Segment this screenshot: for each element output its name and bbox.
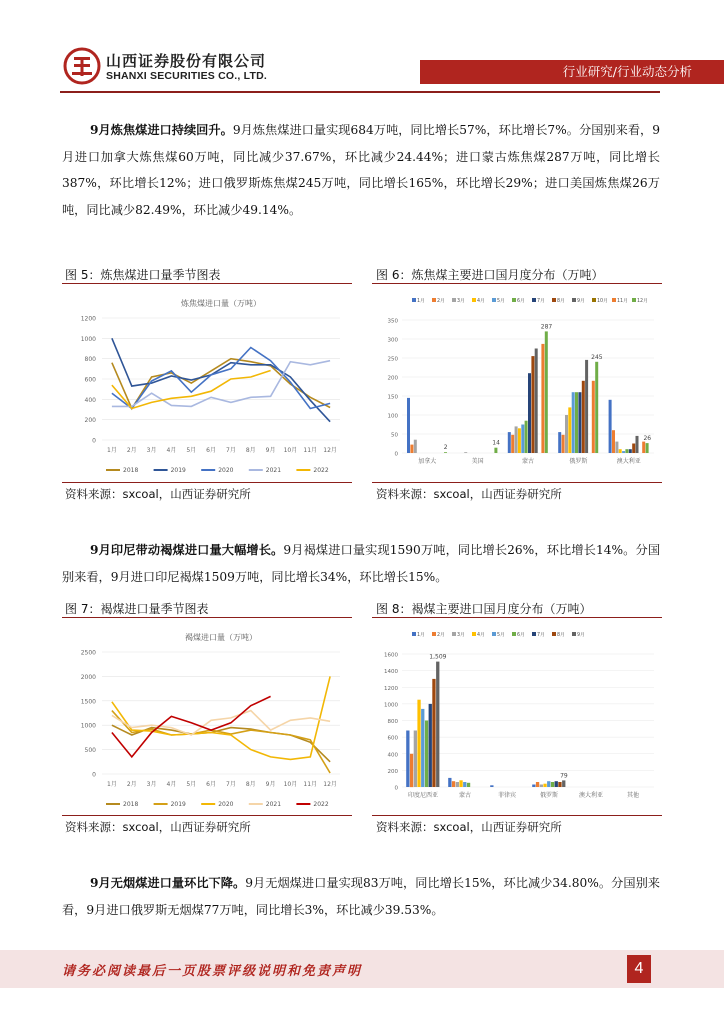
paragraph-lead: 9月印尼带动褐煤进口量大幅增长。 <box>90 543 284 557</box>
y-tick-label: 300 <box>387 337 398 344</box>
x-tick-label: 8月 <box>245 781 256 788</box>
legend-label-8月: 8月 <box>557 299 565 304</box>
legend-swatch-7月 <box>532 632 536 636</box>
data-label: 26 <box>643 435 652 443</box>
bar-11月 <box>642 442 645 453</box>
bar-7月 <box>578 392 581 453</box>
bar-2月 <box>410 754 413 787</box>
x-tick-label: 5月 <box>186 447 197 454</box>
bar-7月 <box>629 449 632 453</box>
x-tick-label: 其他 <box>626 792 640 799</box>
bar-12月 <box>444 452 447 453</box>
y-tick-label: 1000 <box>80 722 96 730</box>
chart-title: 褐煤进口量（万吨） <box>185 633 257 642</box>
legend-label-2018: 2018 <box>123 801 139 808</box>
x-tick-label: 俄罗斯 <box>539 792 559 799</box>
figure-8-title: 图 8：褐煤主要进口国月度分布（万吨） <box>376 602 592 616</box>
x-tick-label: 澳大利亚 <box>616 458 641 465</box>
bar-8月 <box>432 679 435 787</box>
legend-swatch-9月 <box>572 632 576 636</box>
figure-6-title: 图 6：炼焦煤主要进口国月度分布（万吨） <box>376 268 604 282</box>
y-tick-label: 400 <box>84 396 96 404</box>
bar-5月 <box>421 709 424 787</box>
legend-label-3月: 3月 <box>457 299 465 304</box>
legend-label-4月: 4月 <box>477 299 485 304</box>
footer-disclaimer: 请务必阅读最后一页股票评级说明和免责声明 <box>62 964 363 979</box>
legend-label-10月: 10月 <box>597 299 608 304</box>
y-tick-label: 0 <box>92 771 96 779</box>
legend-label-6月: 6月 <box>517 633 525 638</box>
y-tick-label: 400 <box>387 752 398 759</box>
figure-6-chart <box>372 290 662 480</box>
paragraph-coking-coal <box>62 117 660 223</box>
bar-12月 <box>494 448 497 453</box>
x-tick-label: 10月 <box>283 781 298 788</box>
bar-2月 <box>536 782 539 787</box>
bar-11月 <box>541 344 544 453</box>
bar-2月 <box>410 445 413 453</box>
y-tick-label: 250 <box>387 356 398 363</box>
figure-5-rule-bottom <box>62 482 352 483</box>
bar-4月 <box>568 407 571 453</box>
legend-label-12月: 12月 <box>637 299 648 304</box>
bar-7月 <box>555 781 558 787</box>
bar-2月 <box>511 435 514 453</box>
figure-5-source: 资料来源：sxcoal，山西证券研究所 <box>65 487 251 501</box>
bar-4月 <box>619 449 622 453</box>
y-tick-label: 600 <box>84 376 96 384</box>
bar-4月 <box>543 784 546 787</box>
figure-8-rule-top <box>372 617 662 618</box>
legend-label-4月: 4月 <box>477 633 485 638</box>
bar-1月 <box>508 432 511 453</box>
y-tick-label: 1600 <box>384 652 398 659</box>
legend-swatch-9月 <box>572 298 576 302</box>
legend-label-11月: 11月 <box>617 299 628 304</box>
bar-5月 <box>622 451 625 453</box>
x-tick-label: 1月 <box>107 447 117 454</box>
legend-label-3月: 3月 <box>457 633 465 638</box>
paragraph-lead: 9月无烟煤进口量环比下降。 <box>90 876 246 890</box>
legend-label-2021: 2021 <box>265 467 282 474</box>
bar-3月 <box>615 442 618 453</box>
legend-swatch-2月 <box>432 298 436 302</box>
figure-5-rule-top <box>62 283 352 284</box>
legend-label-2019: 2019 <box>170 801 186 808</box>
bar-3月 <box>464 452 467 453</box>
legend-swatch-4月 <box>472 298 476 302</box>
y-tick-label: 1400 <box>384 669 398 676</box>
x-tick-label: 11月 <box>303 447 318 454</box>
bar-1月 <box>558 432 561 453</box>
legend-swatch-8月 <box>552 298 556 302</box>
bar-5月 <box>521 425 524 454</box>
bar-9月 <box>636 436 639 453</box>
bar-3月 <box>565 415 568 453</box>
x-tick-label: 4月 <box>166 781 177 788</box>
y-tick-label: 0 <box>394 451 398 458</box>
y-tick-label: 200 <box>387 375 398 382</box>
section-tag: 行业研究/行业动态分析 <box>420 60 724 84</box>
y-tick-label: 50 <box>391 432 398 439</box>
y-tick-label: 600 <box>387 735 398 742</box>
legend-label-7月: 7月 <box>537 633 545 638</box>
x-tick-label: 蒙古 <box>458 792 472 799</box>
data-label: 245 <box>591 353 603 361</box>
bar-8月 <box>632 444 635 454</box>
bar-2月 <box>452 781 455 787</box>
legend-label-8月: 8月 <box>557 633 565 638</box>
bar-12月 <box>646 443 649 453</box>
legend-swatch-6月 <box>512 298 516 302</box>
legend-label-2月: 2月 <box>437 299 445 304</box>
legend-label-5月: 5月 <box>497 299 505 304</box>
y-tick-label: 2500 <box>80 649 96 657</box>
x-tick-label: 9月 <box>265 447 276 454</box>
bar-12月 <box>545 331 548 453</box>
x-tick-label: 美国 <box>471 458 484 465</box>
bar-5月 <box>572 392 575 453</box>
y-tick-label: 800 <box>84 356 96 364</box>
y-tick-label: 500 <box>84 747 96 755</box>
paragraph-body: 9月无烟煤进口量实现83万吨，同比增长15%，环比减少34.80%。分国别来看，9月进口俄罗斯无烟煤77万吨，同比增长3%，环比减少39.53%。 <box>62 876 660 917</box>
bar-3月 <box>414 731 417 788</box>
legend-swatch-11月 <box>612 298 616 302</box>
bar-1月 <box>490 785 493 787</box>
legend-label-5月: 5月 <box>497 633 505 638</box>
y-tick-label: 200 <box>387 768 398 775</box>
y-tick-label: 200 <box>84 417 96 425</box>
x-tick-label: 澳大利亚 <box>578 792 604 799</box>
y-tick-label: 350 <box>387 318 398 325</box>
figure-5-title: 图 5：炼焦煤进口量季节图表 <box>65 268 221 282</box>
x-tick-label: 4月 <box>166 447 177 454</box>
bar-9月 <box>585 360 588 453</box>
bar-1月 <box>532 785 535 788</box>
legend-label-2020: 2020 <box>218 467 234 474</box>
x-tick-label: 菲律宾 <box>497 792 517 799</box>
figure-7-source: 资料来源：sxcoal，山西证券研究所 <box>65 820 251 834</box>
bar-8月 <box>582 381 585 453</box>
y-tick-label: 1500 <box>80 698 96 706</box>
bar-2月 <box>562 435 565 453</box>
data-label: 1,509 <box>429 653 447 661</box>
legend-swatch-7月 <box>532 298 536 302</box>
bar-6月 <box>575 392 578 453</box>
bar-6月 <box>467 783 470 787</box>
figure-7-chart <box>62 624 352 814</box>
x-tick-label: 12月 <box>323 447 337 454</box>
bar-3月 <box>540 785 543 788</box>
legend-label-9月: 9月 <box>577 633 585 638</box>
bar-4月 <box>417 700 420 787</box>
legend-swatch-2月 <box>432 632 436 636</box>
bar-1月 <box>448 778 451 787</box>
figure-6-rule-bottom <box>372 482 662 483</box>
legend-swatch-3月 <box>452 298 456 302</box>
legend-swatch-6月 <box>512 632 516 636</box>
legend-label-7月: 7月 <box>537 299 545 304</box>
x-tick-label: 印度尼西亚 <box>407 792 439 799</box>
x-tick-label: 12月 <box>323 781 337 788</box>
bar-8月 <box>531 356 534 453</box>
bar-3月 <box>414 440 417 453</box>
bar-7月 <box>528 373 531 453</box>
bar-2月 <box>612 430 615 453</box>
legend-swatch-5月 <box>492 298 496 302</box>
x-tick-label: 10月 <box>283 447 298 454</box>
legend-label-2018: 2018 <box>123 467 139 474</box>
x-tick-label: 6月 <box>206 781 216 788</box>
x-tick-label: 8月 <box>245 447 256 454</box>
legend-label-2020: 2020 <box>218 801 234 808</box>
header-rule <box>60 91 660 93</box>
legend-label-1月: 1月 <box>417 633 425 638</box>
bar-6月 <box>425 721 428 788</box>
bar-11月 <box>592 381 595 453</box>
legend-swatch-3月 <box>452 632 456 636</box>
y-tick-label: 800 <box>387 719 398 725</box>
x-tick-label: 5月 <box>186 781 197 788</box>
bar-1月 <box>609 400 612 453</box>
legend-swatch-5月 <box>492 632 496 636</box>
legend-swatch-10月 <box>592 298 596 302</box>
x-tick-label: 7月 <box>226 447 236 454</box>
figure-8-chart <box>372 624 662 814</box>
bar-6月 <box>551 782 554 787</box>
paragraph-lead: 9月炼焦煤进口持续回升。 <box>90 123 233 137</box>
x-tick-label: 6月 <box>206 447 216 454</box>
company-name-en: SHANXI SECURITIES CO., LTD. <box>106 70 267 82</box>
bar-4月 <box>459 780 462 787</box>
x-tick-label: 2月 <box>126 781 137 788</box>
bar-8月 <box>558 782 561 787</box>
x-tick-label: 加拿大 <box>418 458 437 465</box>
y-tick-label: 1200 <box>80 315 96 323</box>
y-tick-label: 1000 <box>384 702 398 709</box>
x-tick-label: 9月 <box>265 781 276 788</box>
figure-6-source: 资料来源：sxcoal，山西证券研究所 <box>376 487 562 501</box>
x-tick-label: 3月 <box>146 781 157 788</box>
legend-label-2021: 2021 <box>265 801 282 808</box>
data-label: 2 <box>443 444 448 452</box>
chart-title: 炼焦煤进口量（万吨） <box>181 299 261 308</box>
y-tick-label: 0 <box>92 437 96 445</box>
figure-8-source: 资料来源：sxcoal，山西证券研究所 <box>376 820 562 834</box>
paragraph-body: 9月褐煤进口量实现1590万吨，同比增长26%，环比增长14%。分国别来看，9月进口印尼褐煤1509万吨，同比增长34%，环比增长15%。 <box>62 543 661 584</box>
legend-swatch-1月 <box>412 632 416 636</box>
x-tick-label: 蒙古 <box>521 458 535 465</box>
figure-8-rule-bottom <box>372 815 662 816</box>
y-tick-label: 100 <box>387 413 398 420</box>
bar-1月 <box>406 731 409 788</box>
series-line-2020 <box>112 676 330 759</box>
bar-5月 <box>463 782 466 787</box>
data-label: 14 <box>492 439 500 447</box>
y-tick-label: 1200 <box>384 685 398 692</box>
bar-3月 <box>456 782 459 787</box>
bar-12月 <box>595 362 598 453</box>
bar-9月 <box>436 662 439 787</box>
y-tick-label: 1000 <box>80 335 96 343</box>
paragraph-body: 9月炼焦煤进口量实现684万吨，同比增长57%，环比增长7%。分国别来看，9月进口加拿大炼焦煤60万吨，同比减少37.67%，环比减少24.44%；进口蒙古炼焦煤287万吨，同比增长387%，环比增长12%；进口俄罗斯炼焦煤245万吨，同比增长165%，环比增长29%；进口美国炼焦煤26万吨，同比减少82.49%，环比减少49.14%。 <box>62 123 660 217</box>
legend-swatch-8月 <box>552 632 556 636</box>
legend-label-9月: 9月 <box>577 299 585 304</box>
legend-swatch-1月 <box>412 298 416 302</box>
paragraph-lignite <box>62 537 660 590</box>
bar-3月 <box>515 426 518 453</box>
bar-5月 <box>547 781 550 787</box>
bar-1月 <box>407 398 410 453</box>
bar-7月 <box>429 704 432 787</box>
x-tick-label: 11月 <box>303 781 318 788</box>
data-label: 79 <box>560 772 568 780</box>
figure-7-title: 图 7：褐煤进口量季节图表 <box>65 602 209 616</box>
y-tick-label: 0 <box>394 785 398 792</box>
series-line-2019 <box>112 338 330 421</box>
legend-swatch-4月 <box>472 632 476 636</box>
figure-6-rule-top <box>372 283 662 284</box>
data-label: 287 <box>540 323 553 331</box>
x-tick-label: 俄罗斯 <box>569 458 588 465</box>
bar-4月 <box>518 428 521 453</box>
bar-6月 <box>525 421 528 453</box>
header <box>0 0 724 100</box>
bar-9月 <box>535 349 538 454</box>
page-number: 4 <box>627 955 651 983</box>
figure-7-rule-bottom <box>62 815 352 816</box>
x-tick-label: 2月 <box>126 447 137 454</box>
x-tick-label: 7月 <box>226 781 236 788</box>
company-name-cn: 山西证券股份有限公司 <box>106 52 267 70</box>
bar-9月 <box>562 780 565 787</box>
legend-label-2022: 2022 <box>313 801 329 808</box>
y-tick-label: 150 <box>387 394 398 401</box>
x-tick-label: 3月 <box>146 447 157 454</box>
legend-label-6月: 6月 <box>517 299 525 304</box>
legend-label-2022: 2022 <box>313 467 329 474</box>
legend-swatch-12月 <box>632 298 636 302</box>
x-tick-label: 1月 <box>107 781 117 788</box>
figure-7-rule-top <box>62 617 352 618</box>
legend-label-2月: 2月 <box>437 633 445 638</box>
bar-6月 <box>625 449 628 453</box>
paragraph-anthracite <box>62 870 660 923</box>
company-logo-icon <box>63 47 101 85</box>
y-tick-label: 2000 <box>80 673 96 681</box>
legend-label-2019: 2019 <box>170 467 186 474</box>
legend-label-1月: 1月 <box>417 299 425 304</box>
figure-5-chart <box>62 290 352 480</box>
